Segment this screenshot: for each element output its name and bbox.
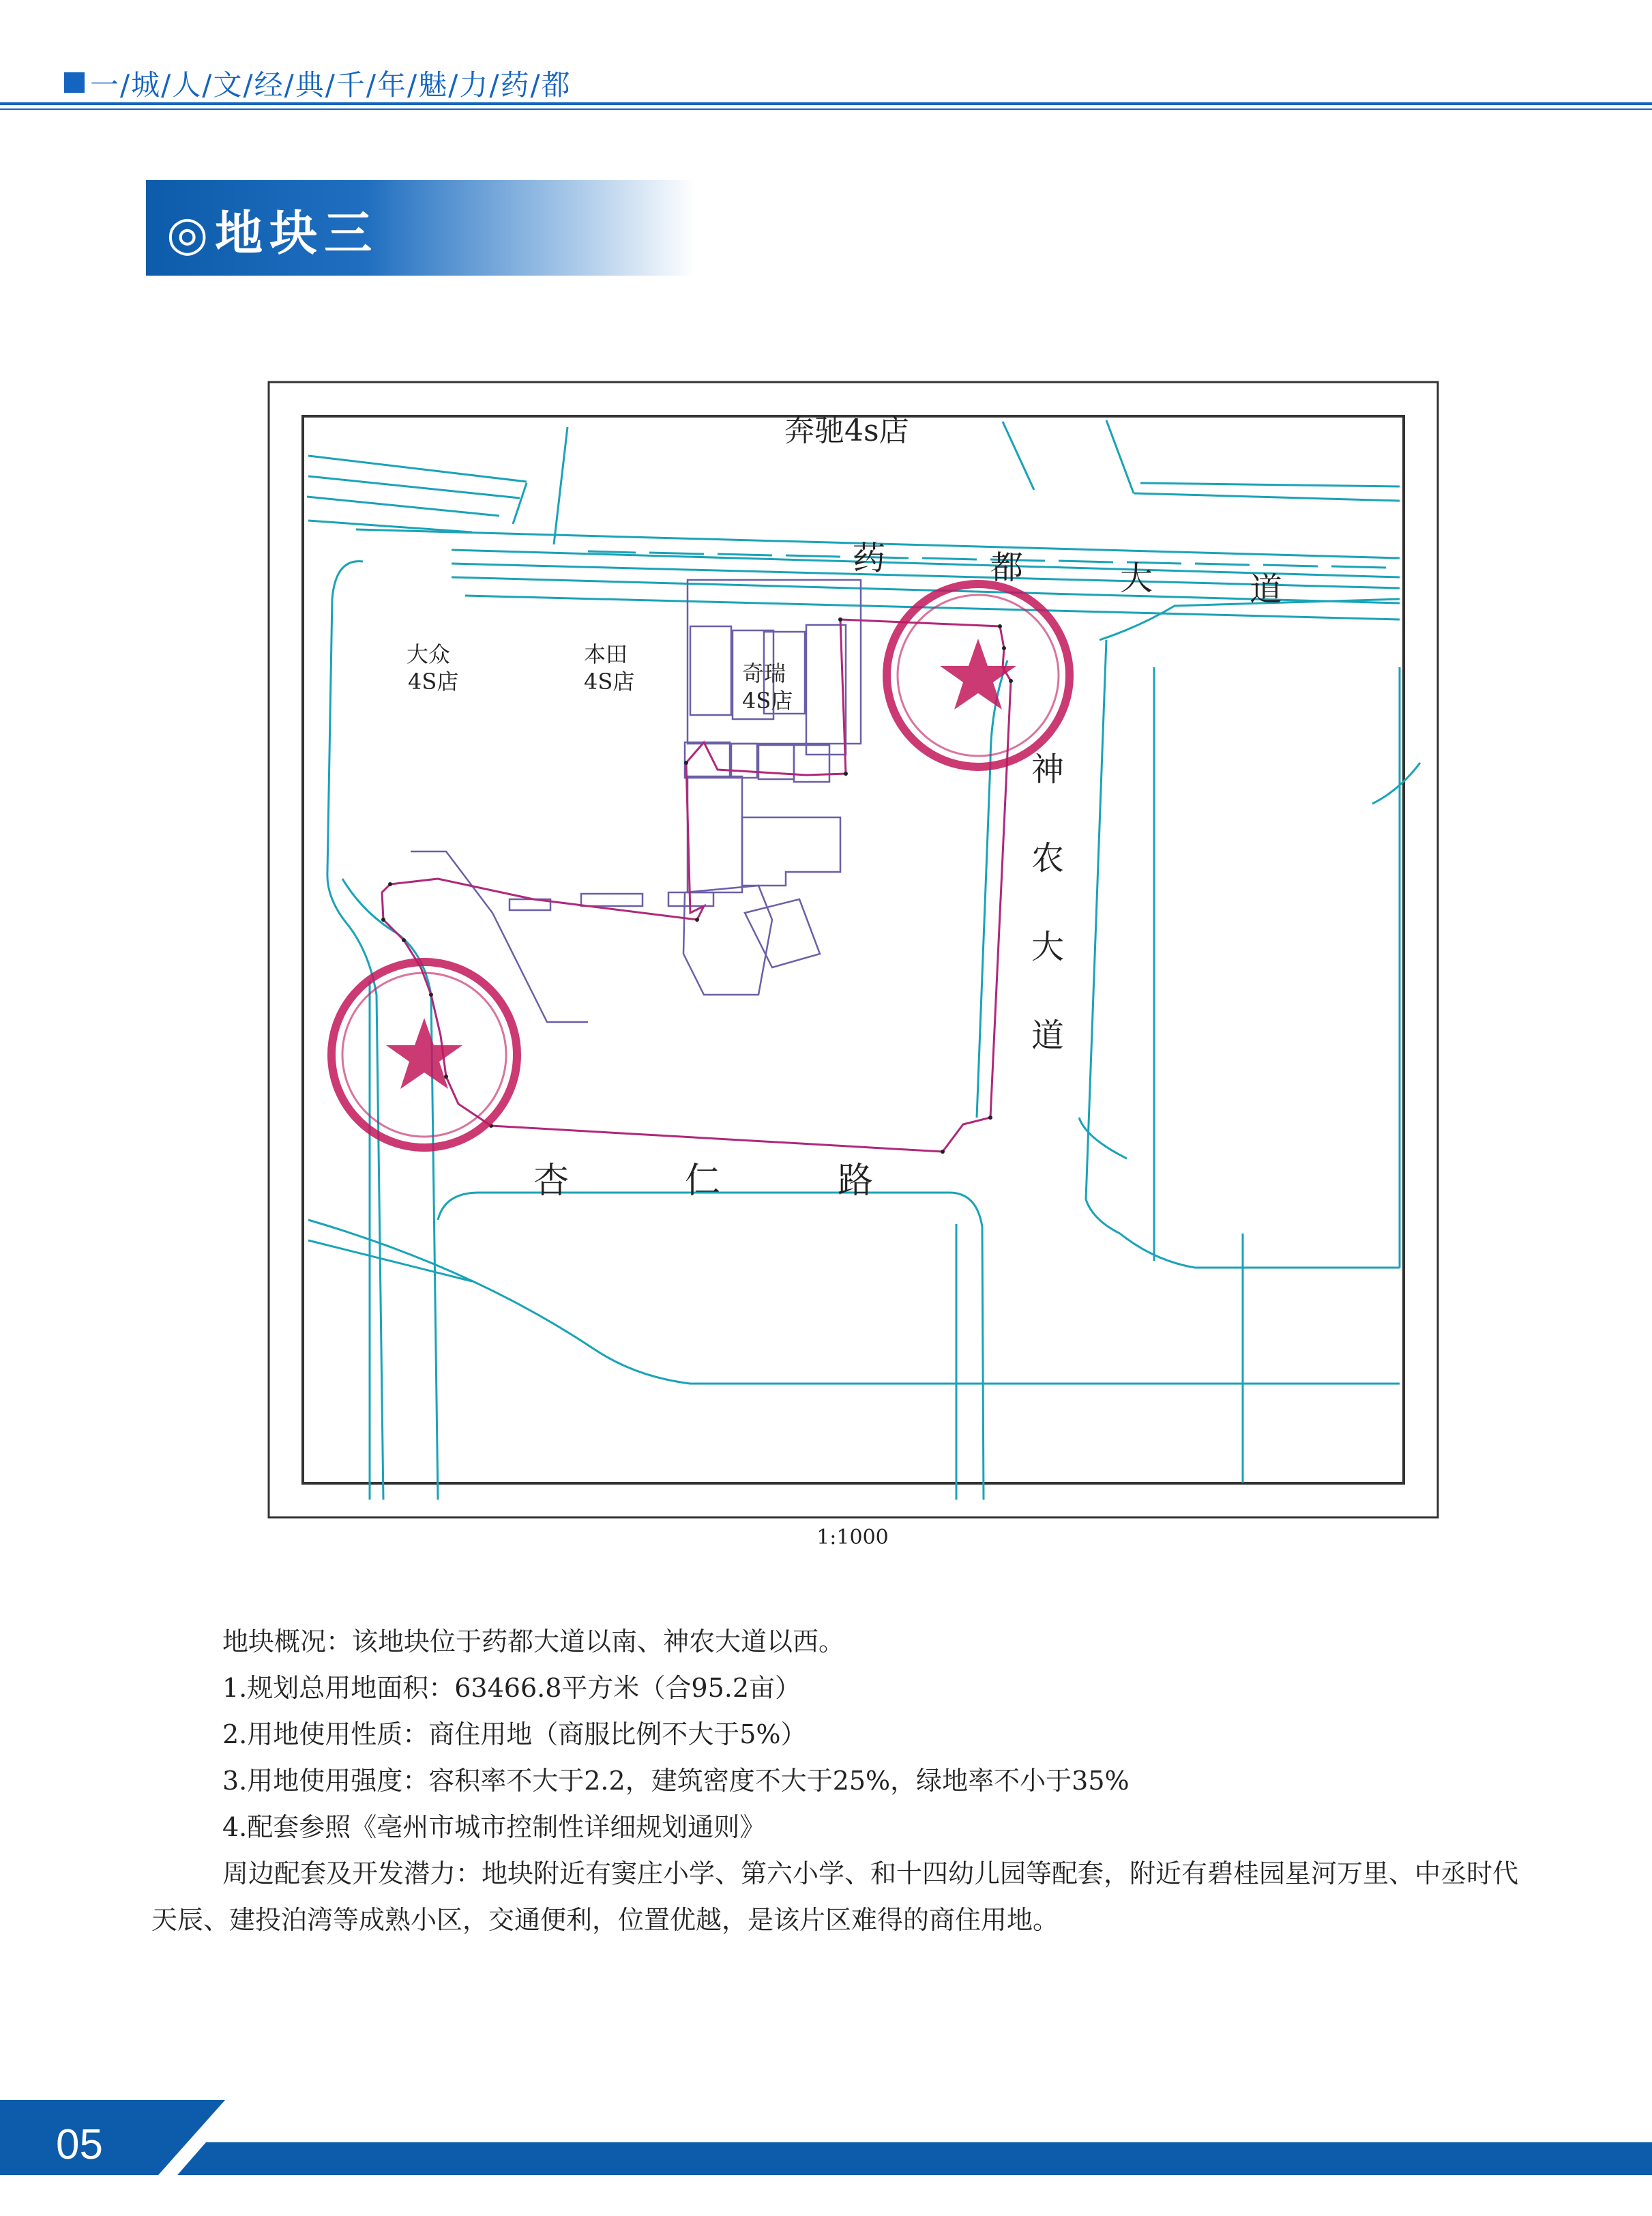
header-rule-thin [0, 108, 1652, 110]
label-shennong-1: 神 [1031, 750, 1065, 789]
plot-description [151, 1618, 1536, 1943]
label-chery-1: 奇瑞 [742, 660, 786, 686]
section-title-banner [146, 180, 696, 276]
map-drawing [267, 381, 1439, 1519]
label-xingren-3: 路 [838, 1161, 874, 1201]
header-rule [0, 102, 1652, 105]
label-vw-2: 4S店 [408, 669, 459, 695]
section-title: ◎地块三 [166, 205, 379, 261]
label-shennong-4: 道 [1031, 1017, 1065, 1055]
footer-band [0, 2100, 1652, 2216]
label-yaodu-3: 大 [1120, 559, 1153, 598]
label-shennong-3: 大 [1031, 928, 1065, 966]
page-header [0, 0, 1652, 113]
map-scale: 1:1000 [816, 1526, 889, 1549]
page-number: 05 [56, 2121, 103, 2168]
overview-text: 地块概况：该地块位于药都大道以南、神农大道以西。 [222, 1627, 845, 1657]
spec-area: 1.规划总用地面积：63466.8平方米（合95.2亩） [222, 1673, 801, 1703]
label-shennong-2: 农 [1031, 839, 1065, 877]
label-xingren-2: 仁 [685, 1161, 721, 1201]
label-xingren-1: 杏 [533, 1161, 570, 1201]
site-plan-map [267, 381, 1439, 1519]
surroundings-text: 周边配套及开发潜力：地块附近有窦庄小学、第六小学、和十四幼儿园等配套，附近有碧桂园星河万里、中丞时代天辰、建投泊湾等成熟小区，交通便利，位置优越，是该片区难得的商住用地。 [151, 1858, 1519, 1935]
label-vw-1: 大众 [407, 641, 451, 667]
spec-reference: 4.配套参照《亳州市城市控制性详细规划通则》 [222, 1812, 766, 1842]
spec-intensity: 3.用地使用强度：容积率不大于2.2，建筑密度不大于25%，绿地率不小于35% [222, 1766, 1130, 1796]
label-yaodu-4: 道 [1250, 570, 1283, 609]
label-yaodu-2: 都 [990, 549, 1024, 587]
label-honda-1: 本田 [584, 641, 628, 667]
spec-use: 2.用地使用性质：商住用地（商服比例不大于5%） [222, 1719, 807, 1749]
label-honda-2: 4S店 [584, 669, 635, 695]
label-chery-2: 4S店 [742, 688, 793, 714]
label-benz-store: 奔驰4s店 [784, 413, 909, 448]
header-square-icon [64, 72, 85, 93]
header-slogan: 一/城/人/文/经/典/千/年/魅/力/药/都 [90, 68, 572, 102]
label-yaodu-1: 药 [853, 539, 886, 577]
page-footer [0, 2100, 1652, 2216]
